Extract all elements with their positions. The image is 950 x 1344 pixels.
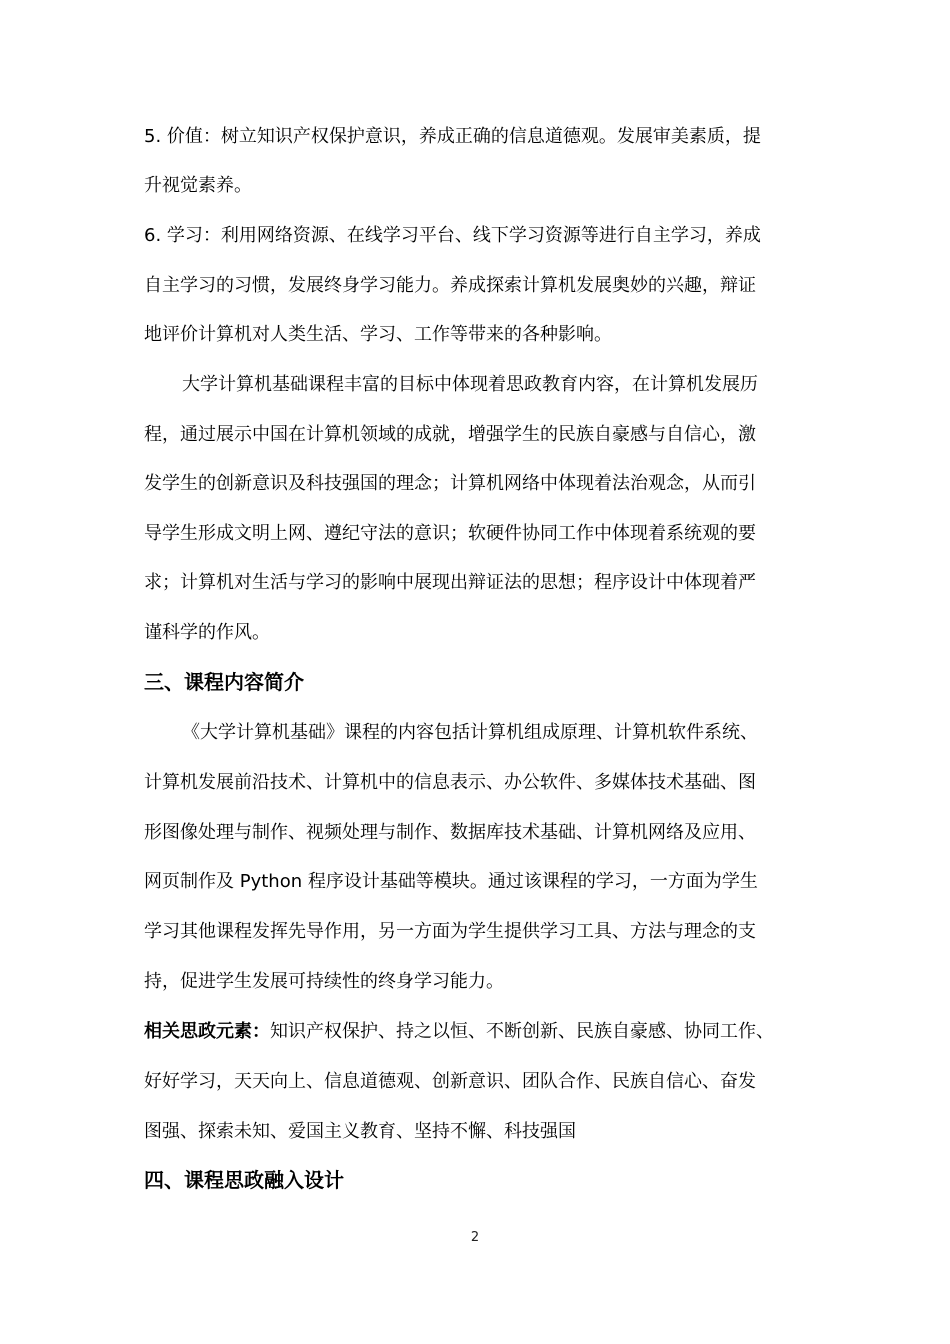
section-3-line-5: 学习其他课程发挥先导作用，另一方面为学生提供学习工具、方法与理念的支	[144, 921, 756, 942]
ideology-line-1: 大学计算机基础课程丰富的目标中体现着思政教育内容，在计算机发展历	[182, 374, 758, 395]
section-3-line-1: 《大学计算机基础》课程的内容包括计算机组成原理、计算机软件系统、	[182, 722, 758, 743]
related-elements-line-1	[144, 1019, 824, 1045]
item6-line-1: 6. 学习：利用网络资源、在线学习平台、线下学习资源等进行自主学习，养成	[144, 225, 761, 246]
related-elements-line-2: 好好学习，天天向上、信息道德观、创新意识、团队合作、民族自信心、奋发	[144, 1071, 756, 1092]
section-3-line-4: 网页制作及 Python 程序设计基础等模块。通过该课程的学习，一方面为学生	[144, 871, 758, 892]
section-3-line-6: 持，促进学生发展可持续性的终身学习能力。	[144, 971, 504, 992]
item6-line-2: 自主学习的习惯，发展终身学习能力。养成探索计算机发展奥妙的兴趣，辩证	[144, 275, 756, 296]
ideology-line-4: 导学生形成文明上网、遵纪守法的意识；软硬件协同工作中体现着系统观的要	[144, 523, 756, 544]
item5-line-1: 5. 价值：树立知识产权保护意识，养成正确的信息道德观。发展审美素质，提	[144, 126, 761, 147]
ideology-line-5: 求；计算机对生活与学习的影响中展现出辩证法的思想；程序设计中体现着严	[144, 572, 756, 593]
ideology-line-6: 谨科学的作风。	[144, 622, 270, 643]
page-number: 2	[470, 1230, 480, 1245]
related-elements-line-3: 图强、探索未知、爱国主义教育、坚持不懈、科技强国	[144, 1121, 576, 1142]
section-3-line-3: 形图像处理与制作、视频处理与制作、数据库技术基础、计算机网络及应用、	[144, 822, 756, 843]
related-elements-label: 相关思政元素：	[144, 1021, 270, 1042]
ideology-line-2: 程，通过展示中国在计算机领域的成就，增强学生的民族自豪感与自信心，激	[144, 424, 756, 445]
section-4-heading: 四、课程思政融入设计	[144, 1168, 344, 1192]
item5-line-2: 升视觉素养。	[144, 175, 252, 196]
related-elements-text: 知识产权保护、持之以恒、不断创新、民族自豪感、协同工作、	[270, 1021, 774, 1042]
section-3-line-2: 计算机发展前沿技术、计算机中的信息表示、办公软件、多媒体技术基础、图	[144, 772, 756, 793]
item6-line-3: 地评价计算机对人类生活、学习、工作等带来的各种影响。	[144, 324, 612, 345]
section-3-heading: 三、课程内容简介	[144, 670, 304, 694]
ideology-line-3: 发学生的创新意识及科技强国的理念；计算机网络中体现着法治观念，从而引	[144, 473, 756, 494]
